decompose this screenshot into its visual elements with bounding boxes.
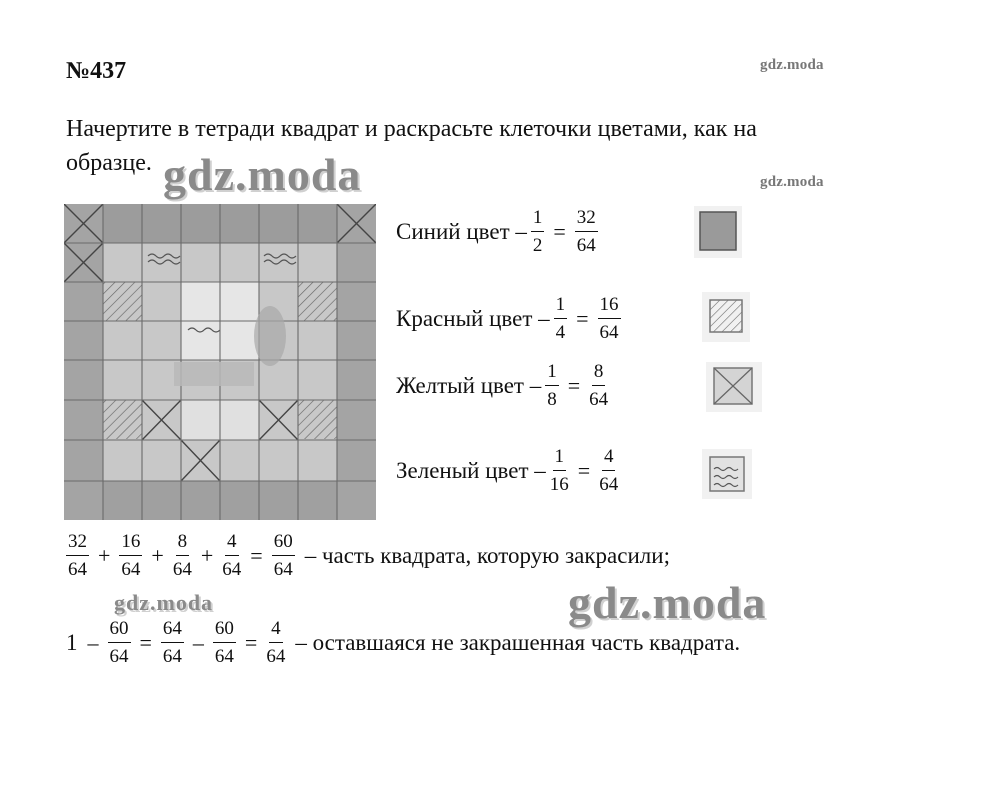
green-wavy-square-icon (702, 449, 752, 499)
fraction: $\frac{1}{8}$ (547, 361, 557, 410)
yellow-crossed-square-icon (706, 362, 762, 412)
equals-sign: = (139, 629, 152, 655)
watermark-small-2: gdz.moda (760, 174, 824, 190)
fraction: $\frac{8}{64}$ (172, 531, 192, 580)
fraction: $\frac{16}{64}$ (599, 294, 619, 343)
fraction: $\frac{60}{64}$ (214, 618, 234, 667)
sum-description: – часть квадрата, которую закрасили; (304, 542, 670, 568)
sample-square-drawing (64, 204, 376, 520)
task-line-2: образце. (66, 150, 152, 176)
color-row-red (396, 295, 625, 342)
minus-sign: – (87, 629, 99, 655)
fraction: $\frac{16}{64}$ (121, 531, 141, 580)
red-hatched-square-icon (702, 292, 750, 342)
fraction: $\frac{64}{64}$ (162, 618, 182, 667)
remainder-equation (66, 619, 740, 666)
equals-sign: = (553, 218, 566, 244)
task-line-1: Начертите в тетради квадрат и раскрасьте клеточки цветами, как на (66, 116, 757, 142)
task-number: №437 (66, 58, 127, 84)
watermark-big-2: gdz.moda (568, 577, 767, 628)
fraction: $\frac{1}{4}$ (555, 294, 566, 343)
fraction: $\frac{4}{64}$ (222, 531, 242, 580)
color-label: Синий цвет – (396, 218, 527, 244)
color-label: Зеленый цвет – (396, 457, 546, 483)
fraction: $\frac{1}{16}$ (549, 446, 569, 495)
equals-sign: = (576, 305, 589, 331)
color-label: Желтый цвет – (396, 372, 542, 398)
equals-sign: = (577, 457, 591, 483)
fraction: $\frac{8}{64}$ (589, 361, 609, 410)
fraction: $\frac{4}{64}$ (599, 446, 619, 495)
minus-sign: – (192, 629, 204, 655)
plus-sign: + (200, 542, 214, 568)
equals-sign: = (567, 372, 581, 398)
watermark-top: gdz.moda (760, 57, 824, 73)
watermark-small-3: gdz.moda (114, 590, 214, 615)
blue-square-icon (694, 206, 742, 258)
sum-equation (62, 532, 670, 579)
fraction: $\frac{60}{64}$ (109, 618, 129, 667)
equals-sign: = (250, 542, 263, 568)
fraction: $\frac{4}{64}$ (266, 618, 286, 667)
fraction: $\frac{32}{64}$ (68, 531, 87, 580)
remainder-description: – оставшаяся не закрашенная часть квадрата. (295, 629, 741, 655)
color-label: Красный цвет – (396, 305, 550, 331)
one: 1 (66, 629, 78, 655)
equals-sign: = (244, 629, 258, 655)
watermark-big-1: gdz.moda (163, 149, 362, 200)
plus-sign: + (98, 542, 111, 568)
color-row-blue (396, 208, 602, 255)
color-row-green (396, 447, 622, 494)
color-row-yellow (396, 362, 612, 409)
fraction: $\frac{32}{64}$ (576, 207, 596, 256)
fraction: $\frac{60}{64}$ (273, 531, 293, 580)
fraction: $\frac{1}{2}$ (532, 207, 543, 256)
plus-sign: + (151, 542, 164, 568)
